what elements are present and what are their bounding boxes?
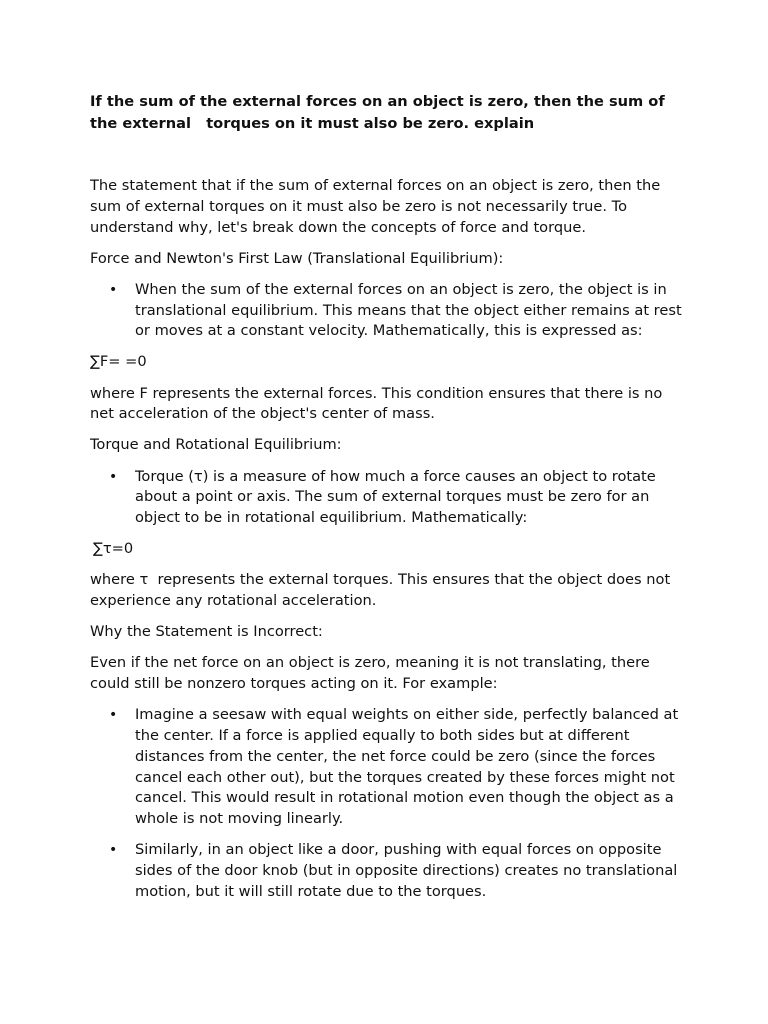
list-item xyxy=(90,467,682,529)
document-title: If the sum of the external forces on an object is zero, then the sum of the external torques on it must also be zero. explain xyxy=(90,93,670,132)
torque-heading: Torque and Rotational Equilibrium: xyxy=(90,436,342,454)
list-item-text: When the sum of the external forces on an object is zero, the object is in translational equilibrium. This means that the object either remains at rest or moves at a constant velocity. Mathematically, this is expressed as: xyxy=(135,280,682,340)
force-explanation: where F represents the external forces. This condition ensures that there is no net acceleration of the object's center of mass. xyxy=(90,384,667,423)
why-heading: Why the Statement is Incorrect: xyxy=(90,623,323,641)
example-bullet-list xyxy=(90,705,682,902)
bullet-icon: • xyxy=(109,281,118,298)
force-bullet-list xyxy=(90,280,682,342)
document-page xyxy=(90,91,682,903)
bullet-icon: • xyxy=(109,468,118,485)
list-item xyxy=(90,840,682,902)
list-item-text: Similarly, in an object like a door, pushing with equal forces on opposite sides of the door knob (but in opposite directions) creates no translational motion, but it will still rotate due to the torques. xyxy=(135,841,678,900)
intro-paragraph: The statement that if the sum of external forces on an object is zero, then the sum of external torques on it must also be zero is not necessarily true. To understand why, let's break down the concepts of force and torque. xyxy=(90,177,665,236)
list-item-text: Imagine a seesaw with equal weights on either side, perfectly balanced at the center. If a force is applied equally to both sides but at different distances from the center, the net force could be zero (since the forces cancel each other out), but the torques created by these forces might not cancel. This would result in rotational motion even though the object as a whole is not moving linearly. xyxy=(135,706,679,828)
force-equation: ∑F= =0 xyxy=(90,353,147,371)
force-heading: Force and Newton's First Law (Translational Equilibrium): xyxy=(90,249,504,267)
torque-explanation: where τ represents the external torques. This ensures that the object does not experience any rotational acceleration. xyxy=(90,571,675,610)
list-item xyxy=(90,280,682,342)
list-item xyxy=(90,705,682,830)
list-item-text: Torque (τ) is a measure of how much a force causes an object to rotate about a point or axis. The sum of external torques must be zero for an object to be in rotational equilibrium. Mathematically: xyxy=(135,467,656,527)
why-intro: Even if the net force on an object is zero, meaning it is not translating, there could still be nonzero torques acting on it. For example: xyxy=(90,654,655,693)
bullet-icon: • xyxy=(109,842,118,859)
torque-equation: ∑τ=0 xyxy=(93,540,134,558)
torque-bullet-list xyxy=(90,467,682,529)
bullet-icon: • xyxy=(109,707,118,724)
